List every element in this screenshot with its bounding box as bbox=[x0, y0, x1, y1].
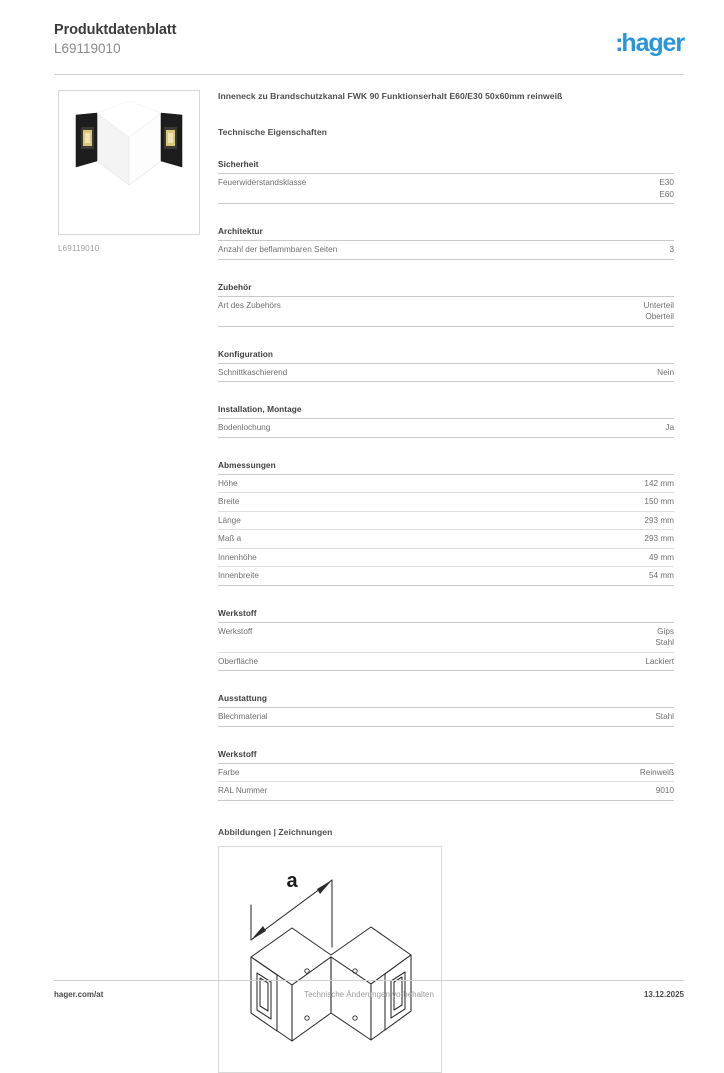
spec-row-values bbox=[649, 552, 674, 564]
spec-group-title: Sicherheit bbox=[218, 159, 259, 169]
spec-row-value: Reinweiß bbox=[639, 767, 674, 777]
page-footer bbox=[54, 990, 684, 1004]
spec-row bbox=[218, 174, 674, 204]
spec-row-values bbox=[644, 515, 674, 527]
spec-row-label: Innenhöhe bbox=[218, 552, 257, 562]
specification-column bbox=[218, 90, 674, 1073]
spec-row bbox=[218, 623, 674, 653]
spec-row bbox=[218, 297, 674, 327]
spec-row-label: Art des Zubehörs bbox=[218, 300, 281, 310]
spec-row-value: Ja bbox=[665, 423, 674, 432]
spec-groups bbox=[218, 159, 674, 801]
spec-row-label: Schnittkaschierend bbox=[218, 367, 288, 377]
hager-logo bbox=[615, 30, 684, 56]
spec-row-value: E30 bbox=[659, 178, 674, 187]
spec-row-label: Feuerwiderstandsklasse bbox=[218, 178, 307, 187]
spec-row-value: E60 bbox=[659, 189, 674, 199]
spec-row-label: Werkstoff bbox=[218, 626, 253, 636]
spec-rows bbox=[218, 707, 674, 727]
spec-row-value: 150 mm bbox=[644, 497, 674, 506]
spec-row bbox=[218, 567, 674, 586]
spec-row-values bbox=[644, 300, 675, 323]
spec-row-values bbox=[655, 711, 674, 723]
spec-row-label: Breite bbox=[218, 497, 240, 506]
product-photo-column bbox=[58, 90, 200, 253]
logo-colon-icon: : bbox=[615, 29, 622, 57]
spec-row-value: Stahl bbox=[655, 638, 674, 647]
spec-row-values bbox=[644, 478, 674, 490]
spec-row bbox=[218, 475, 674, 494]
logo-wordmark: hager bbox=[621, 29, 684, 57]
spec-rows bbox=[218, 622, 674, 672]
spec-row-label: Maß a bbox=[218, 534, 242, 543]
drawings-title: Abbildungen | Zeichnungen bbox=[218, 826, 333, 837]
footer-website[interactable]: hager.com/at bbox=[54, 990, 104, 999]
spec-rows bbox=[218, 240, 674, 260]
spec-row bbox=[218, 241, 674, 260]
drawing-dimension-label-a: a bbox=[286, 869, 298, 892]
technical-properties-title: Technische Eigenschaften bbox=[218, 127, 327, 137]
spec-row-values bbox=[657, 367, 674, 379]
spec-row-label: RAL Nummer bbox=[218, 786, 268, 795]
spec-group bbox=[218, 159, 674, 204]
technical-drawing-frame bbox=[218, 846, 442, 1073]
technical-drawing-inneneck-icon bbox=[219, 847, 441, 1072]
spec-group bbox=[218, 349, 674, 383]
spec-group bbox=[218, 226, 674, 260]
spec-group-title: Installation, Montage bbox=[218, 404, 302, 414]
spec-rows bbox=[218, 763, 674, 801]
spec-row bbox=[218, 364, 674, 383]
spec-row-label: Oberfläche bbox=[218, 656, 259, 666]
spec-group-title: Ausstattung bbox=[218, 693, 267, 703]
spec-group bbox=[218, 749, 674, 801]
spec-row-value: Stahl bbox=[655, 712, 674, 721]
spec-row-value: 142 mm bbox=[644, 478, 674, 488]
page-title: Produktdatenblatt bbox=[54, 22, 177, 38]
product-name: Inneneck zu Brandschutzkanal FWK 90 Funktionserhalt E60/E30 50x60mm reinweiß bbox=[218, 91, 563, 101]
spec-group-title: Zubehör bbox=[218, 281, 252, 292]
spec-row-value: Unterteil bbox=[643, 300, 674, 310]
spec-row-value: Gips bbox=[657, 626, 674, 636]
spec-group-title: Abmessungen bbox=[218, 459, 276, 470]
product-photo-frame bbox=[58, 90, 200, 235]
spec-row-values bbox=[645, 656, 674, 668]
spec-row-value: 293 mm bbox=[644, 534, 674, 543]
spec-row-label: Länge bbox=[218, 515, 241, 525]
spec-rows bbox=[218, 363, 674, 383]
footer-notice: Technische Änderungen vorbehalten bbox=[304, 990, 434, 999]
spec-row-values bbox=[649, 570, 674, 582]
footer-divider bbox=[54, 980, 684, 981]
product-photo-inneneck-icon bbox=[59, 91, 199, 234]
spec-row-values bbox=[644, 496, 674, 508]
spec-row-value: 293 mm bbox=[644, 515, 674, 525]
spec-row bbox=[218, 708, 674, 727]
spec-group-title: Werkstoff bbox=[218, 748, 257, 759]
spec-row-value: Lackiert bbox=[645, 656, 674, 666]
spec-row bbox=[218, 530, 674, 549]
drawings-section bbox=[218, 827, 674, 1073]
spec-row-value: Oberteil bbox=[645, 312, 674, 321]
spec-row-value: 49 mm bbox=[648, 552, 674, 562]
spec-row-value: 3 bbox=[669, 245, 674, 254]
spec-rows bbox=[218, 173, 674, 204]
product-photo-caption: L69119010 bbox=[58, 244, 100, 253]
header-titles bbox=[54, 22, 176, 57]
product-reference: L69119010 bbox=[54, 41, 121, 56]
spec-row-values bbox=[669, 244, 674, 256]
spec-row-value: 54 mm bbox=[648, 571, 674, 580]
spec-row-value: 9010 bbox=[655, 786, 674, 795]
spec-row-label: Blechmaterial bbox=[218, 712, 268, 721]
spec-group bbox=[218, 460, 674, 586]
spec-row-values bbox=[665, 422, 674, 434]
spec-row bbox=[218, 419, 674, 438]
spec-row bbox=[218, 493, 674, 512]
spec-row-values bbox=[656, 785, 674, 797]
spec-rows bbox=[218, 418, 674, 438]
spec-row bbox=[218, 782, 674, 801]
spec-row bbox=[218, 512, 674, 531]
spec-group bbox=[218, 608, 674, 672]
spec-row-values bbox=[644, 533, 674, 545]
spec-row-label: Farbe bbox=[218, 767, 240, 777]
spec-row bbox=[218, 764, 674, 783]
spec-group bbox=[218, 404, 674, 438]
spec-row-label: Höhe bbox=[218, 478, 238, 488]
spec-row-values bbox=[659, 177, 674, 200]
spec-rows bbox=[218, 474, 674, 586]
spec-row-label: Anzahl der beflammbaren Seiten bbox=[218, 245, 338, 254]
spec-row-value: Nein bbox=[657, 367, 674, 377]
spec-rows bbox=[218, 296, 674, 327]
footer-date: 13.12.2025 bbox=[643, 990, 684, 999]
page-header bbox=[54, 22, 684, 74]
spec-group bbox=[218, 282, 674, 327]
header-divider bbox=[54, 74, 684, 75]
spec-group-title: Architektur bbox=[218, 226, 263, 236]
spec-row-values bbox=[655, 626, 674, 649]
spec-row bbox=[218, 549, 674, 568]
spec-row bbox=[218, 653, 674, 672]
spec-row-label: Innenbreite bbox=[218, 571, 259, 580]
spec-row-values bbox=[640, 767, 674, 779]
spec-group bbox=[218, 693, 674, 727]
spec-group-title: Konfiguration bbox=[218, 348, 274, 359]
spec-row-label: Bodenlochung bbox=[218, 423, 271, 432]
spec-group-title: Werkstoff bbox=[218, 607, 257, 618]
